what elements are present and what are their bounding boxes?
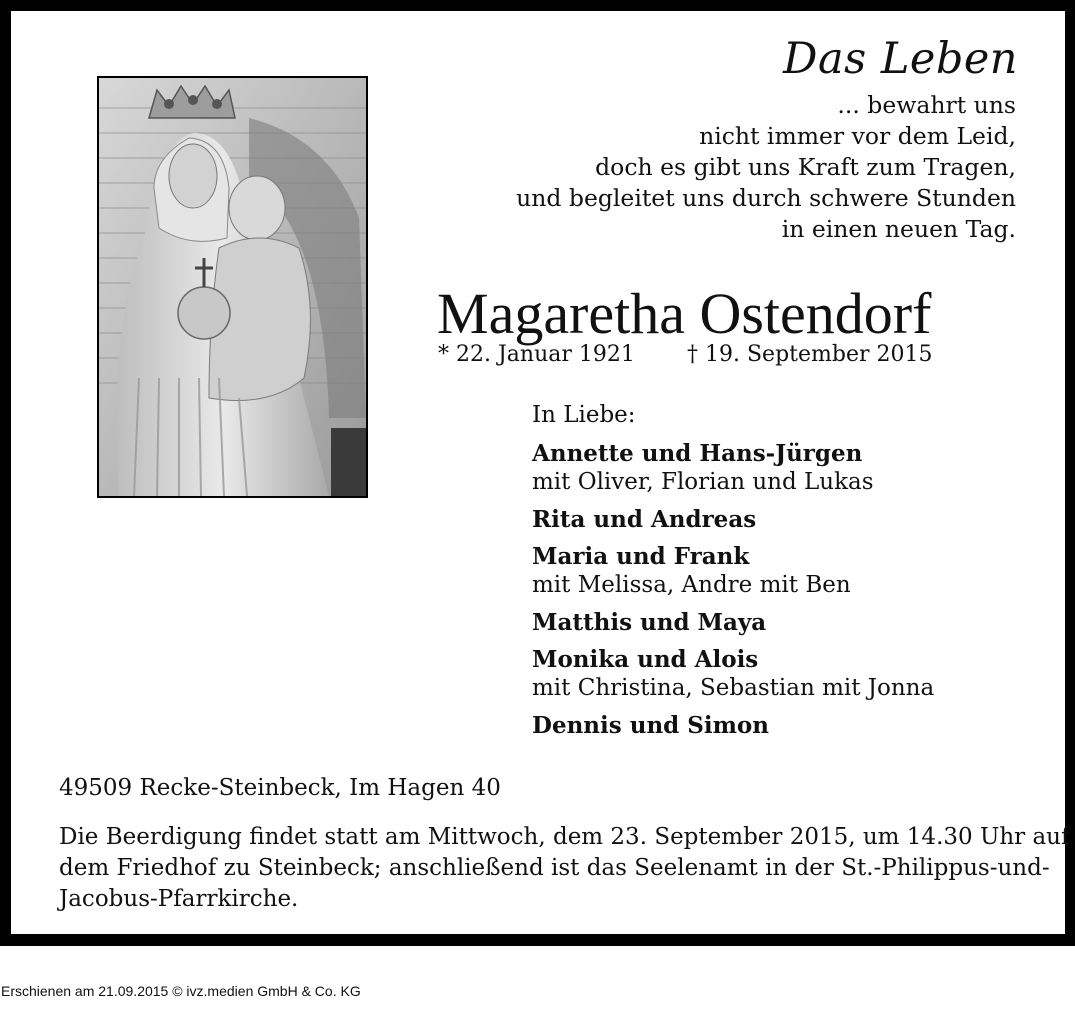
motto-poem	[516, 90, 1016, 245]
mourner-names: Annette und Hans-Jürgen	[532, 440, 863, 467]
mourner-group	[532, 608, 934, 637]
mourner-children: mit Melissa, Andre mit Ben	[532, 572, 851, 598]
poem-line: in einen neuen Tag.	[781, 215, 1016, 243]
mourner-children: mit Christina, Sebastian mit Jonna	[532, 675, 935, 701]
madonna-statue-photo	[97, 76, 368, 498]
funeral-line: dem Friedhof zu Steinbeck; anschließend ist das Seelenamt in der St.-Philippus-und-	[59, 855, 1050, 881]
birth-date: * 22. Januar 1921	[438, 342, 635, 367]
funeral-line: Die Beerdigung findet statt am Mittwoch, dem 23. September 2015, um 14.30 Uhr auf	[59, 824, 1070, 850]
mourner-group	[532, 711, 934, 740]
mourner-group	[532, 645, 934, 703]
death-date: † 19. September 2015	[687, 342, 933, 367]
mourners-list	[532, 402, 934, 748]
poem-line: und begleitet uns durch schwere Stunden	[516, 184, 1016, 212]
poem-line: nicht immer vor dem Leid,	[699, 122, 1016, 150]
address: 49509 Recke-Steinbeck, Im Hagen 40	[59, 775, 501, 801]
motto-title: Das Leben	[782, 34, 1018, 84]
poem-line: ... bewahrt uns	[837, 91, 1016, 119]
mourner-children: mit Oliver, Florian und Lukas	[532, 469, 874, 495]
mourners-intro: In Liebe:	[532, 402, 636, 428]
poem-line: doch es gibt uns Kraft zum Tragen,	[595, 153, 1016, 181]
mourner-names: Rita und Andreas	[532, 506, 757, 533]
mourner-group	[532, 439, 934, 497]
mourner-names: Dennis und Simon	[532, 712, 769, 739]
funeral-notice	[59, 822, 1070, 915]
mourner-names: Maria und Frank	[532, 543, 750, 570]
deceased-name: Magaretha Ostendorf	[437, 281, 932, 346]
mourner-group	[532, 542, 934, 600]
publication-footer: Erschienen am 21.09.2015 © ivz.medien GmbH & Co. KG	[1, 983, 361, 999]
mourner-group	[532, 505, 934, 534]
mourner-names: Monika und Alois	[532, 646, 759, 673]
funeral-line: Jacobus-Pfarrkirche.	[59, 886, 299, 912]
mourner-names: Matthis und Maya	[532, 609, 767, 636]
